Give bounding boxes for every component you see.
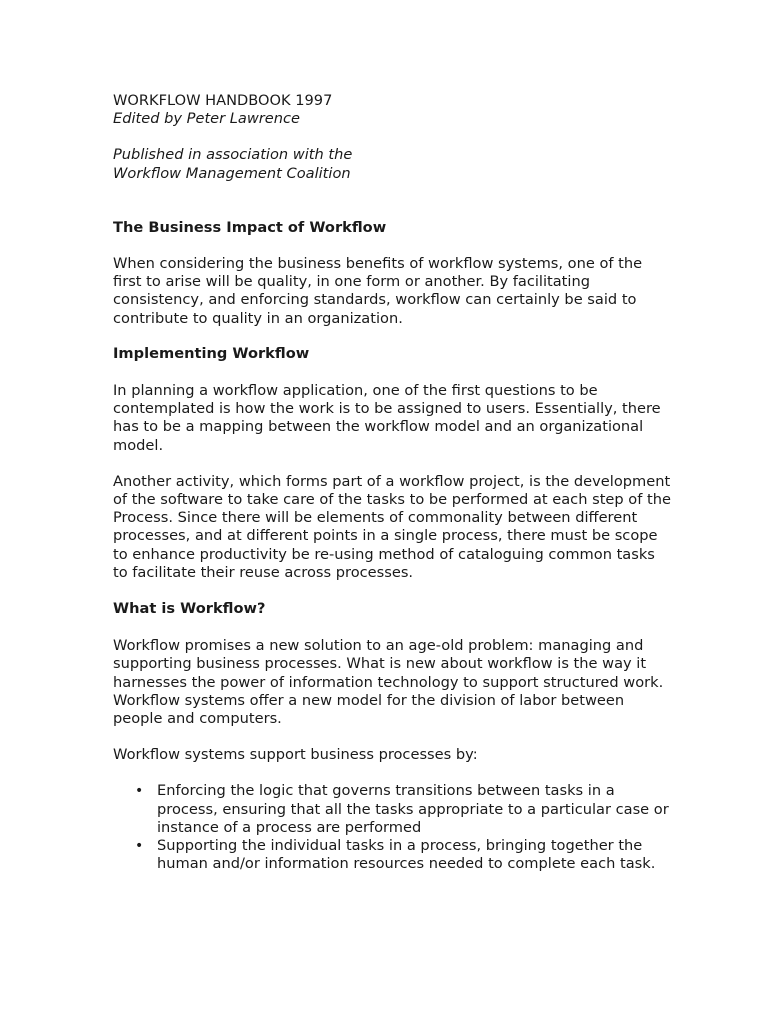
paragraph-implementing-1: In planning a workflow application, one of the first questions to be contemplated is how the work is to be assigned to users. Essentially, there has to be a mapping between the workflow model and an organizational model. — [113, 382, 661, 454]
published-line-1: Published in association with the — [113, 146, 353, 164]
section-heading-business-impact: The Business Impact of Workflow — [113, 218, 387, 236]
editor-line: Edited by Peter Lawrence — [113, 110, 301, 128]
paragraph-what-is-workflow-1: Workflow promises a new solution to an age-old problem: managing and supporting business processes. What is new about workflow is the way it harnesses the power of information technology to support structured work. Workflow systems offer a new model for the division of labor between people and computers. — [113, 637, 664, 728]
section-heading-what-is-workflow: What is Workflow? — [113, 600, 266, 618]
bullet-icon: • — [135, 783, 144, 800]
document-body — [113, 92, 673, 874]
section-heading-implementing: Implementing Workflow — [113, 344, 310, 362]
paragraph-implementing-2: Another activity, which forms part of a workflow project, is the development of the software to take care of the tasks to be performed at each step of the Process. Since there will be elements of commonality between different processes, and at different points in a single process, there must be scope to enhance productivity be re-using method of cataloguing common tasks to facilitate their reuse across processes. — [113, 472, 671, 581]
bullet-list — [113, 782, 673, 873]
document-title: WORKFLOW HANDBOOK 1997 — [113, 92, 333, 109]
paragraph-business-impact: When considering the business benefits of workflow systems, one of the first to arise will be quality, in one form or another. By facilitating consistency, and enforcing standards, workflow can certainly be said to contribute to quality in an organization. — [113, 255, 643, 327]
bullet-icon: • — [135, 838, 144, 855]
list-item-text: Supporting the individual tasks in a process, bringing together the human and/or information resources needed to complete each task. — [157, 837, 656, 873]
list-item — [135, 782, 673, 837]
list-item-text: Enforcing the logic that governs transitions between tasks in a process, ensuring that all the tasks appropriate to a particular case or instance of a process are performed — [157, 782, 669, 836]
list-item — [135, 837, 673, 873]
paragraph-what-is-workflow-2: Workflow systems support business processes by: — [113, 746, 478, 764]
published-line-2: Workflow Management Coalition — [113, 164, 351, 182]
